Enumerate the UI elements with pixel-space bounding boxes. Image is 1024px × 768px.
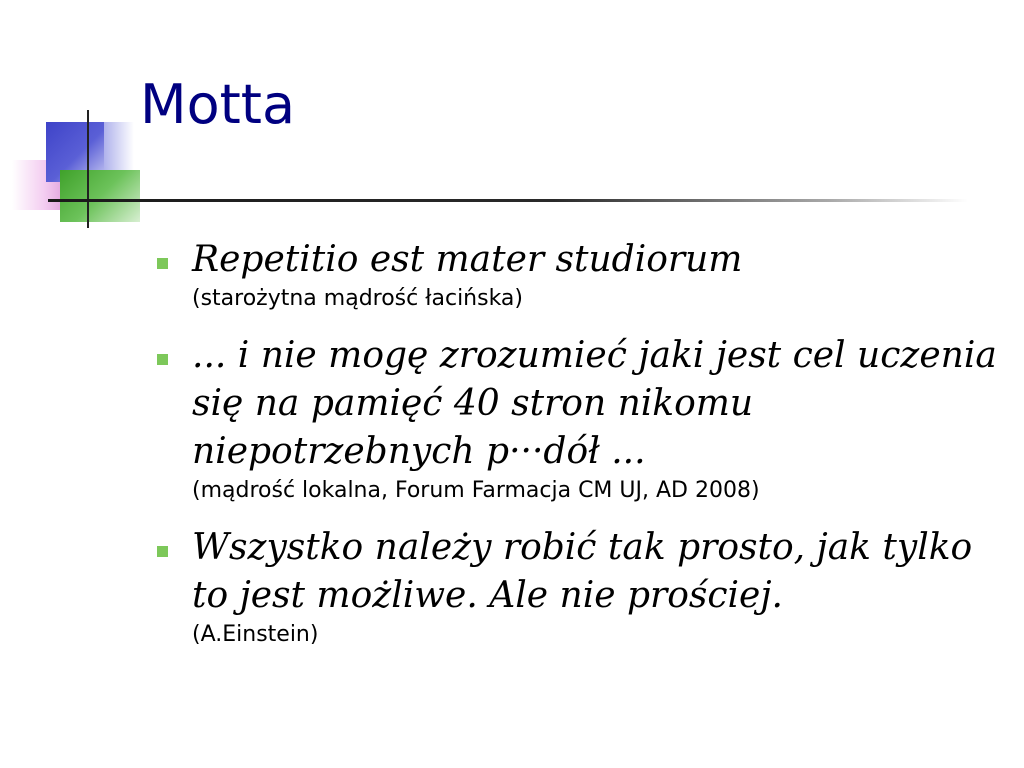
bullet-square-icon xyxy=(157,258,168,269)
list-item xyxy=(150,524,1000,650)
list-item xyxy=(150,332,1000,506)
decor-green-square xyxy=(60,170,140,222)
quote-source: (starożytna mądrość łacińska) xyxy=(192,286,523,311)
bullet-square-icon xyxy=(157,546,168,557)
quote-source: (mądrość lokalna, Forum Farmacja CM UJ, AD 2008) xyxy=(192,478,760,503)
bullet-list xyxy=(150,236,1000,668)
list-item xyxy=(150,236,1000,314)
quote-text: Wszystko należy robić tak prosto, jak tylko to jest możliwe. Ale nie prościej. xyxy=(192,527,973,616)
quote-source: (A.Einstein) xyxy=(192,622,319,647)
quote-text: ... i nie mogę zrozumieć jaki jest cel uczenia się na pamięć 40 stron nikomu niepotrzebnych p···dół ... xyxy=(192,335,997,472)
quote-text: Repetitio est mater studiorum xyxy=(192,239,743,280)
bullet-square-icon xyxy=(157,354,168,365)
title-underline xyxy=(48,199,968,202)
decor-vertical-line xyxy=(87,110,89,228)
slide-title: Motta xyxy=(140,73,296,136)
